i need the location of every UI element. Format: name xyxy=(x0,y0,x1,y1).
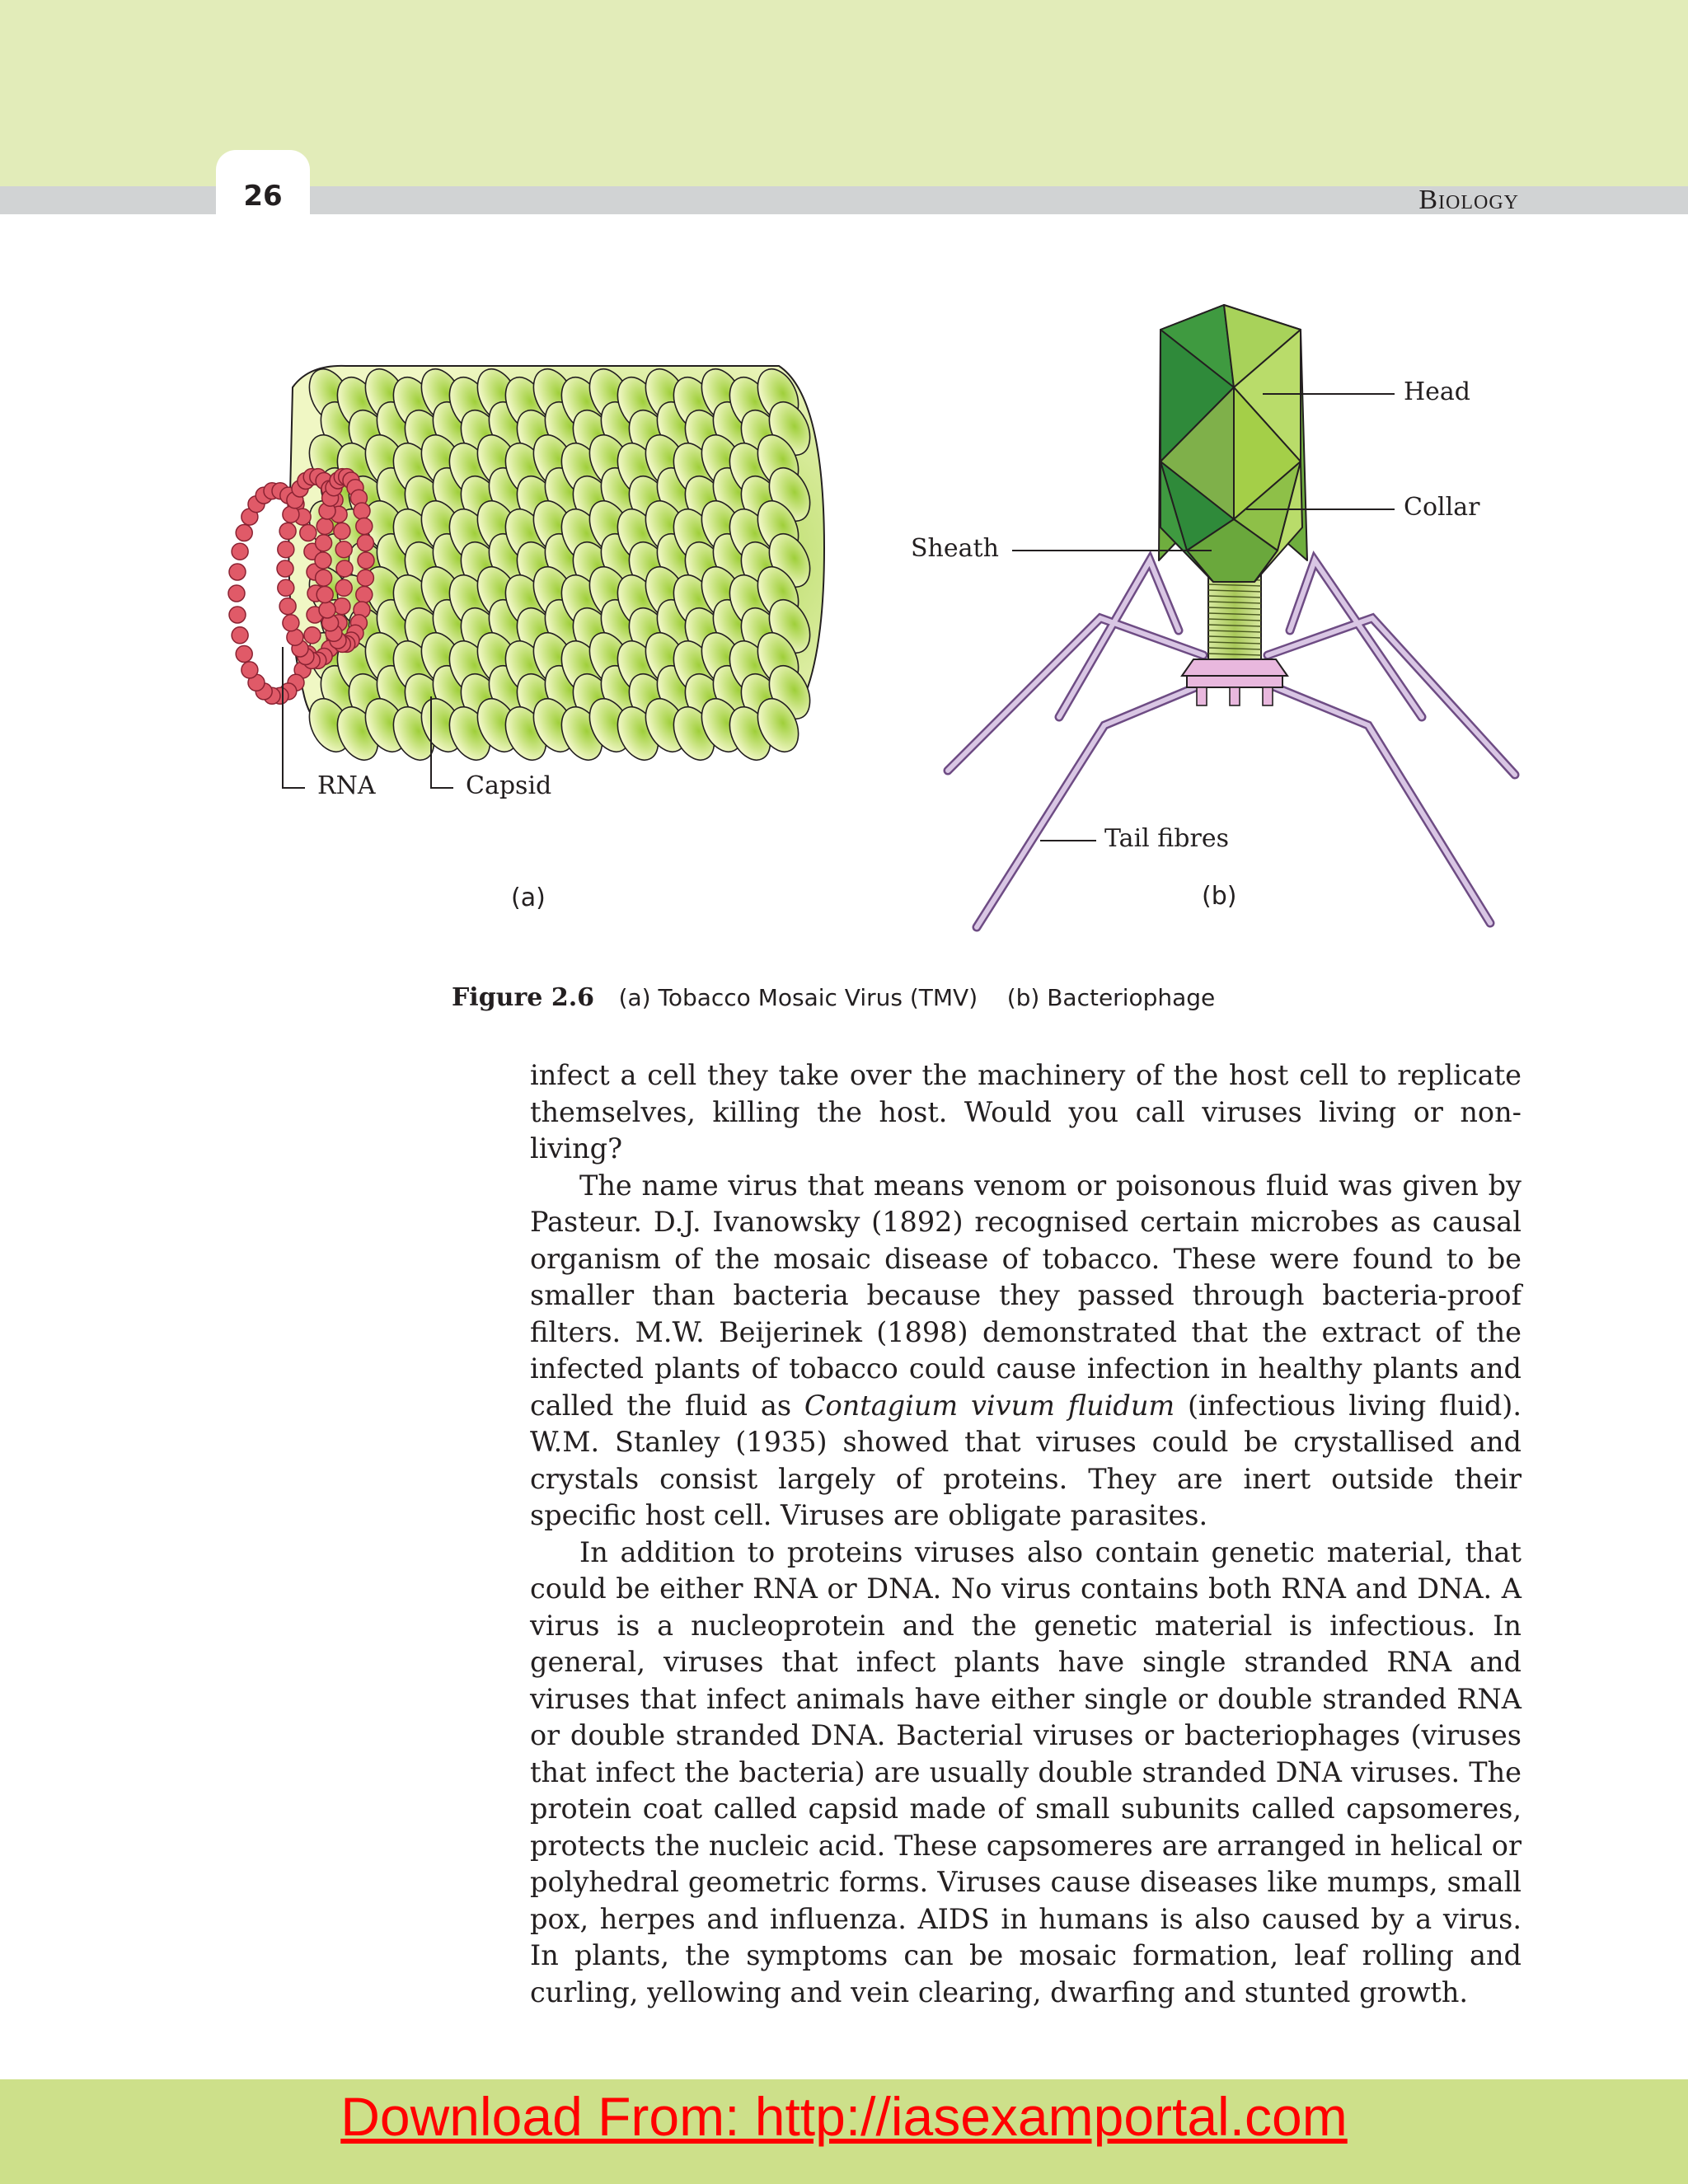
running-head: Biology xyxy=(1418,185,1519,215)
rna-bead xyxy=(279,598,296,615)
label-rna: RNA xyxy=(317,771,376,800)
rna-bead xyxy=(316,518,333,535)
rna-bead xyxy=(335,579,352,596)
rna-bead xyxy=(356,587,373,603)
caption-part-a: (a) Tobacco Mosaic Virus (TMV) xyxy=(618,984,978,1011)
rna-bead xyxy=(278,579,294,596)
rna-bead xyxy=(279,523,296,539)
rna-bead xyxy=(228,585,245,602)
rna-bead xyxy=(278,541,294,558)
sublabel-a: (a) xyxy=(511,883,546,912)
rna-bead xyxy=(241,662,258,678)
rna-bead xyxy=(316,587,333,603)
rna-bead xyxy=(236,646,252,663)
caption-part-b: (b) Bacteriophage xyxy=(1006,984,1216,1011)
rna-bead xyxy=(283,615,299,631)
rna-bead xyxy=(334,598,350,615)
rna-bead xyxy=(304,627,321,644)
rna-bead xyxy=(354,503,370,519)
body-text xyxy=(530,1057,1522,2011)
rna-bead xyxy=(315,552,331,569)
page-number: 26 xyxy=(243,180,283,213)
rna-bead xyxy=(229,607,246,623)
rna-bead xyxy=(277,560,293,577)
figure-caption xyxy=(452,983,1215,1012)
label-head: Head xyxy=(1404,377,1471,406)
figure-number: Figure 2.6 xyxy=(452,983,595,1012)
paragraph-2-text-b: (infectious living fluid). W.M. Stanley (1935) showed that viruses could be crystallised and crystals consist largely of proteins. They are inert outside their specific host cell. Viruses are obligate parasites. xyxy=(530,1389,1522,1531)
label-sheath: Sheath xyxy=(911,534,999,563)
sublabel-b: (b) xyxy=(1202,882,1237,911)
paragraph-2 xyxy=(530,1168,1522,1535)
rna-bead xyxy=(356,518,373,535)
rna-bead xyxy=(232,627,248,644)
paragraph-3: In addition to proteins viruses also contain genetic material, that could be either RNA or DNA. No virus contains both RNA and DNA. A virus is a nucleoprotein and the genetic material is infectious. In general, viruses that infect plants have single stranded RNA and viruses that infect animals have either single or double stranded RNA or double stranded DNA. Bacterial viruses or bacteriophages (viruses that infect the bacteria) are usually double stranded DNA viruses. The protein coat called capsid made of small subunits called capsomeres, protects the nucleic acid. These capsomeres are arranged in helical or polyhedral geometric forms. Viruses cause diseases like mumps, small pox, herpes and influenza. AIDS in humans is also caused by a virus. In plants, the symptoms can be mosaic formation, leaf rolling and curling, yellowing and vein clearing, dwarfing and stunted growth. xyxy=(530,1535,1522,2008)
paragraph-2-text-a: The name virus that means venom or poisonous fluid was given by Pasteur. D.J. Ivanowsky (1892) recognised certain microbes as causal organism of the mosaic disease of tobacco. These were found to be smaller than bacteria because they passed through bacteria-proof filters. M.W. Beijerinek (1898) demonstrated that the extract of the infected plants of tobacco could cause infection in healthy plants and called the fluid as xyxy=(530,1169,1522,1422)
rna-bead xyxy=(300,525,316,541)
rna-bead xyxy=(336,560,353,577)
rna-bead xyxy=(236,525,252,541)
rna-bead xyxy=(229,564,246,580)
label-capsid: Capsid xyxy=(466,771,552,800)
rna-bead xyxy=(357,569,373,586)
paragraph-2-italic: Contagium vivum fluidum xyxy=(804,1389,1175,1422)
paragraph-1: infect a cell they take over the machinery of the host cell to replicate themselves, killing the host. Would you call viruses living or non-living? xyxy=(530,1059,1522,1165)
rna-bead xyxy=(335,541,352,558)
rna-bead xyxy=(357,535,373,551)
rna-bead xyxy=(232,543,248,560)
rna-bead xyxy=(316,569,332,586)
rna-bead xyxy=(334,523,350,539)
label-collar: Collar xyxy=(1404,493,1480,522)
rna-bead xyxy=(319,602,335,618)
rna-bead xyxy=(316,535,332,551)
download-link[interactable]: Download From: http://iasexamportal.com xyxy=(340,2086,1348,2147)
label-tail-fibres: Tail fibres xyxy=(1104,824,1229,853)
figure-2-6 xyxy=(0,288,1688,972)
rna-bead xyxy=(358,552,374,569)
